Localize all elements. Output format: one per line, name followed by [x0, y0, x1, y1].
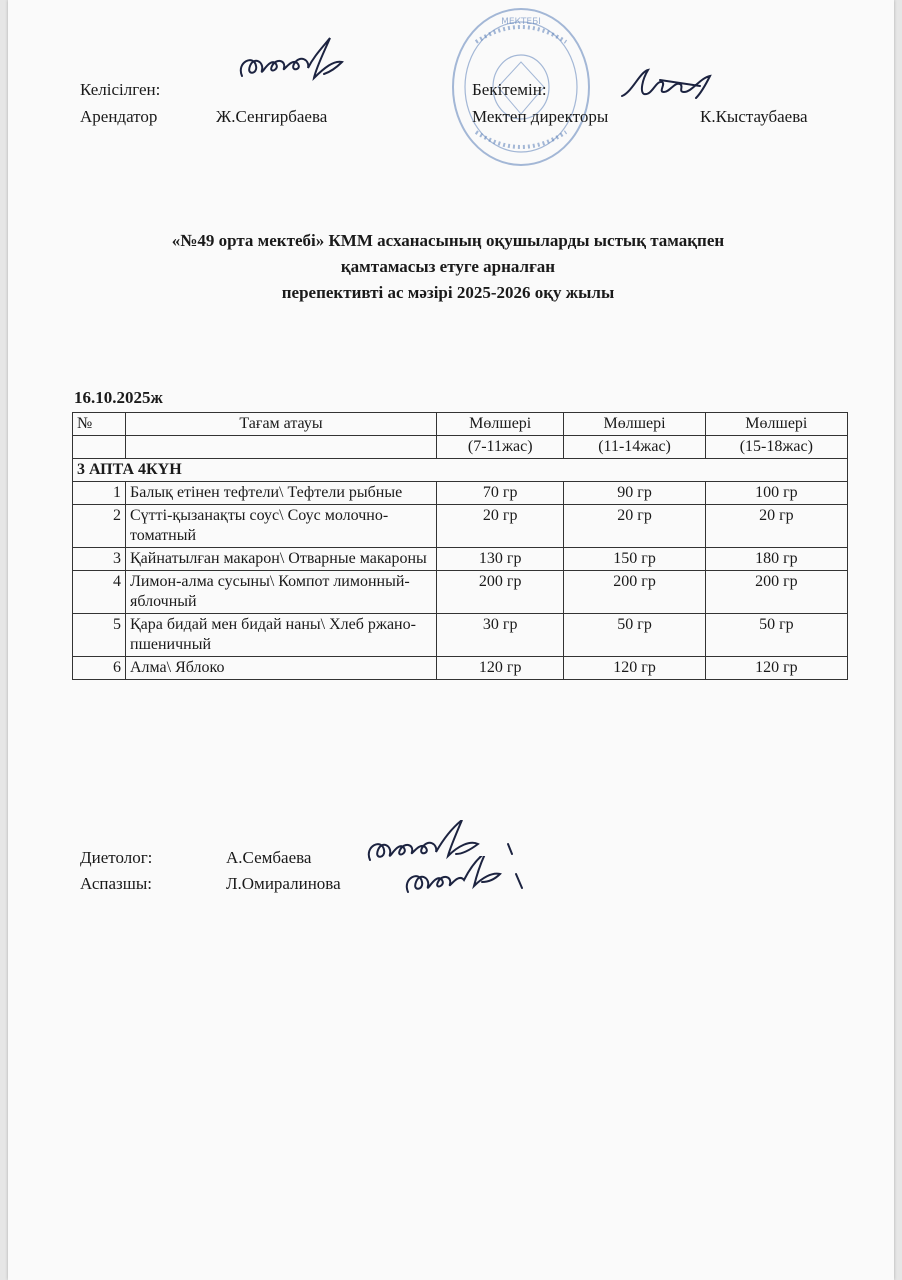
qty-15-18: 200 гр — [705, 571, 847, 614]
dietitian-role: Диетолог: — [80, 848, 153, 867]
row-number: 1 — [73, 482, 126, 505]
title-line-1: «№49 орта мектебі» КММ асханасының оқушыларды ыстық тамақпен — [171, 231, 725, 250]
row-number: 6 — [73, 657, 126, 680]
table-row — [73, 571, 848, 614]
qty-11-14: 50 гр — [564, 614, 705, 657]
col-dish-header: Тағам атауы — [126, 413, 437, 436]
table-header-row — [73, 413, 848, 436]
qty-15-18: 180 гр — [705, 548, 847, 571]
qty-7-11: 30 гр — [437, 614, 564, 657]
director-name: К.Кыстаубаева — [700, 107, 808, 126]
row-number: 3 — [73, 548, 126, 571]
qty-15-18: 20 гр — [705, 505, 847, 548]
qty-11-14: 90 гр — [564, 482, 705, 505]
dish-name: Сүтті-қызанақты соус\ Соус молочно-томатный — [126, 505, 437, 548]
table-row — [73, 505, 848, 548]
table-row — [73, 482, 848, 505]
empty-cell — [126, 436, 437, 459]
agreed-heading: Келісілген: — [80, 80, 161, 99]
dish-name: Қара бидай мен бидай наны\ Хлеб ржано-пшеничный — [126, 614, 437, 657]
empty-cell — [73, 436, 126, 459]
director-signature — [616, 62, 726, 114]
week-day-label: 3 АПТА 4КҮН — [73, 459, 848, 482]
lessee-role: Арендатор — [80, 107, 158, 126]
col-qty-15-18-header: Мөлшері — [705, 413, 847, 436]
document-page — [8, 0, 894, 1280]
qty-7-11: 20 гр — [437, 505, 564, 548]
document-title — [68, 228, 828, 306]
title-line-2: қамтамасыз етуге арналған — [340, 257, 556, 276]
menu-table — [72, 412, 848, 680]
col-qty-11-14-header: Мөлшері — [564, 413, 705, 436]
lessee-name: Ж.Сенгирбаева — [216, 107, 328, 126]
cook-role: Аспазшы: — [80, 874, 152, 893]
qty-11-14: 150 гр — [564, 548, 705, 571]
week-day-row — [73, 459, 848, 482]
age-range-15-18: (15-18жас) — [705, 436, 847, 459]
cook-name: Л.Омиралинова — [226, 874, 341, 893]
table-row — [73, 548, 848, 571]
qty-7-11: 70 гр — [437, 482, 564, 505]
table-row — [73, 614, 848, 657]
qty-15-18: 50 гр — [705, 614, 847, 657]
row-number: 5 — [73, 614, 126, 657]
dietitian-name: А.Сембаева — [226, 848, 312, 867]
director-role: Мектеп директоры — [472, 107, 609, 126]
lessee-signature — [230, 34, 360, 104]
qty-7-11: 130 гр — [437, 548, 564, 571]
table-row — [73, 657, 848, 680]
cook-signature — [398, 856, 538, 908]
age-range-7-11: (7-11жас) — [437, 436, 564, 459]
dish-name: Қайнатылған макарон\ Отварные макароны — [126, 548, 437, 571]
qty-7-11: 120 гр — [437, 657, 564, 680]
row-number: 4 — [73, 571, 126, 614]
qty-11-14: 20 гр — [564, 505, 705, 548]
qty-7-11: 200 гр — [437, 571, 564, 614]
row-number: 2 — [73, 505, 126, 548]
qty-15-18: 100 гр — [705, 482, 847, 505]
col-qty-7-11-header: Мөлшері — [437, 413, 564, 436]
col-number-header: № — [73, 413, 126, 436]
qty-15-18: 120 гр — [705, 657, 847, 680]
table-subheader-row — [73, 436, 848, 459]
menu-rows — [73, 482, 848, 680]
dish-name: Лимон-алма сусыны\ Компот лимонный-яблочный — [126, 571, 437, 614]
age-range-11-14: (11-14жас) — [564, 436, 705, 459]
dish-name: Алма\ Яблоко — [126, 657, 437, 680]
title-line-3: перепективті ас мәзірі 2025-2026 оқу жылы — [281, 283, 615, 302]
menu-date: 16.10.2025ж — [74, 388, 163, 407]
svg-text:МЕКТЕБІ: МЕКТЕБІ — [501, 17, 541, 27]
qty-11-14: 120 гр — [564, 657, 705, 680]
dish-name: Балық етінен тефтели\ Тефтели рыбные — [126, 482, 437, 505]
approve-heading: Бекітемін: — [472, 80, 547, 99]
qty-11-14: 200 гр — [564, 571, 705, 614]
